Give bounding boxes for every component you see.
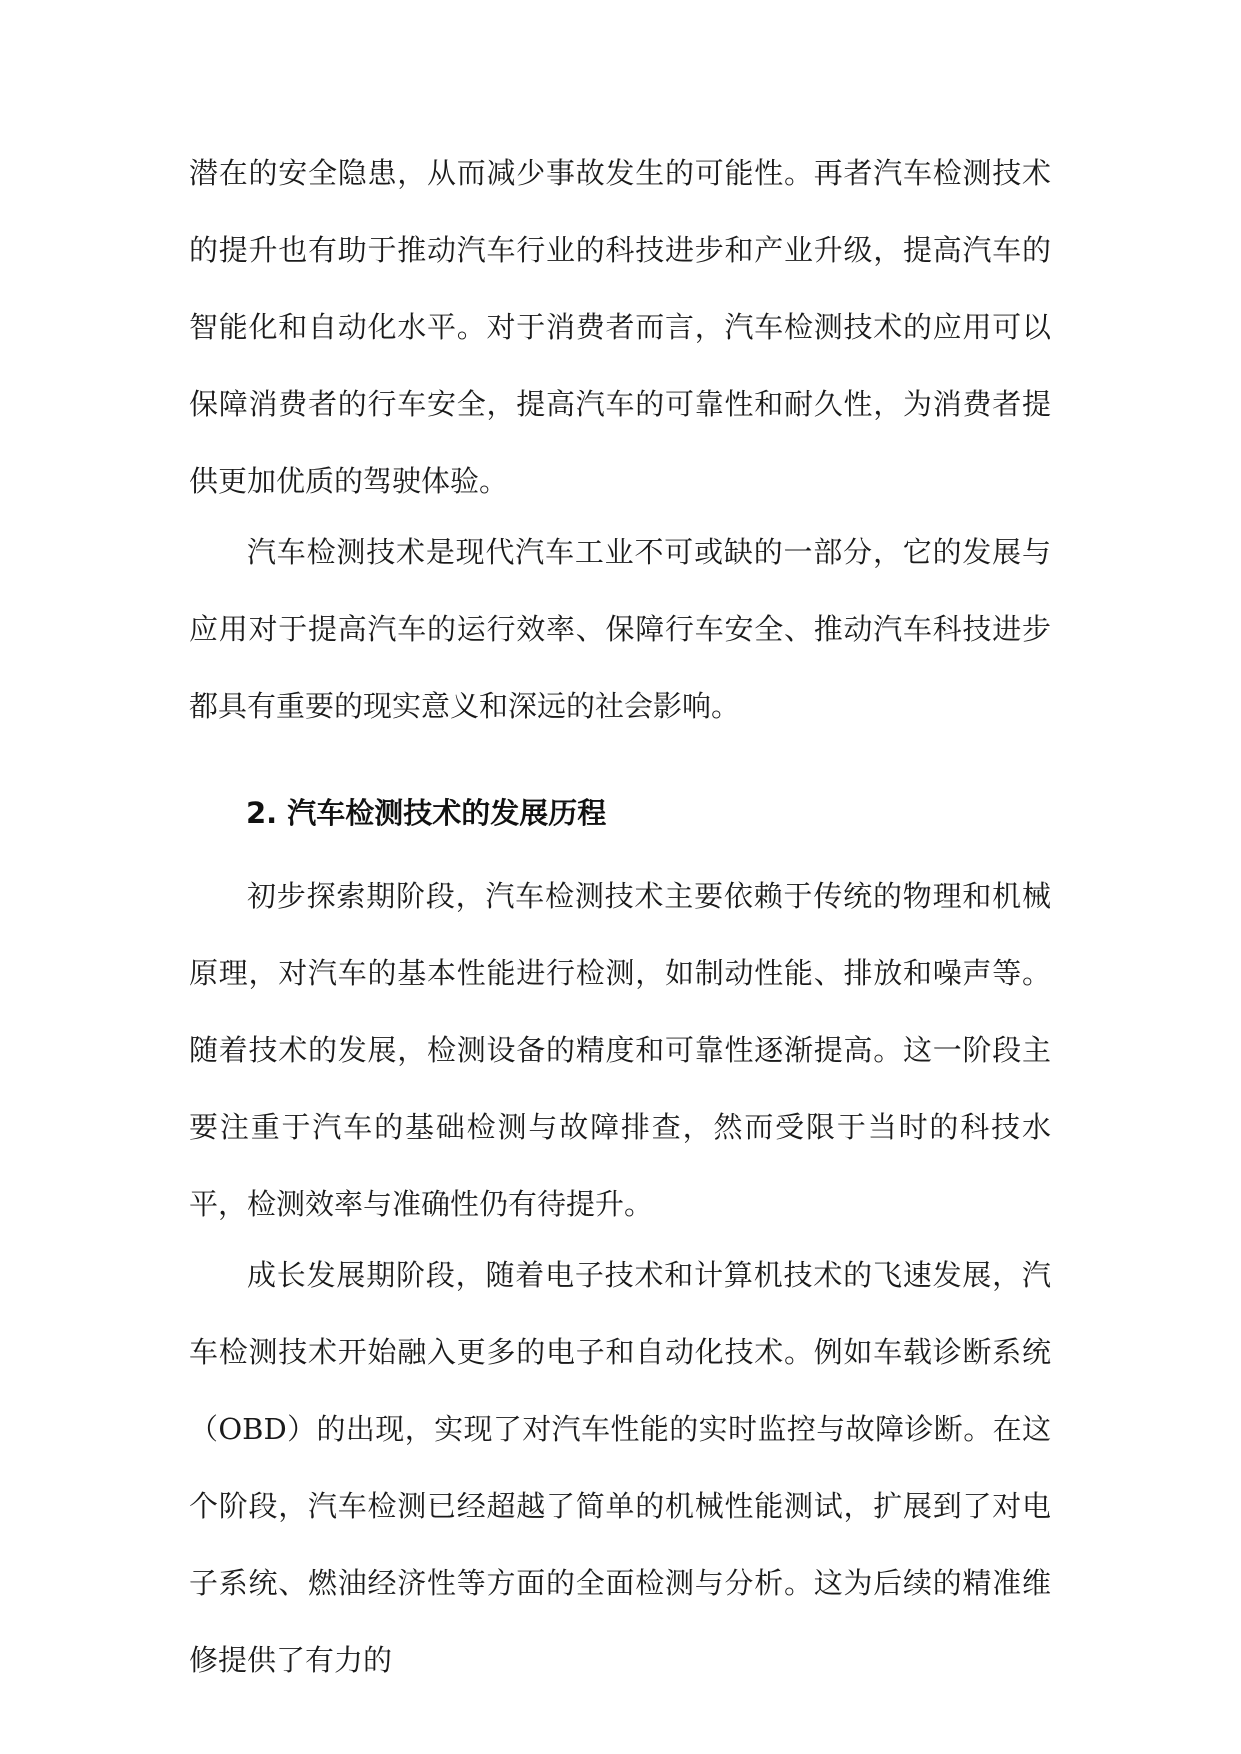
paragraph-initial-exploration: 初步探索期阶段，汽车检测技术主要依赖于传统的物理和机械原理，对汽车的基本性能进行检测，如制动性能、排放和噪声等。随着技术的发展，检测设备的精度和可靠性逐渐提高。这一阶段主要注重于汽车的基础检测与故障排查，然而受限于当时的科技水平，检测效率与准确性仍有待提升。 [189, 879, 1051, 1221]
section-heading: 2. 汽车检测技术的发展历程 [246, 796, 607, 830]
paragraph-growth-development: 成长发展期阶段，随着电子技术和计算机技术的飞速发展，汽车检测技术开始融入更多的电子和自动化技术。例如车载诊断系统（OBD）的出现，实现了对汽车性能的实时监控与故障诊断。在这个阶段，汽车检测已经超越了简单的机械性能测试，扩展到了对电子系统、燃油经济性等方面的全面检测与分析。这为后续的精准维修提供了有力的 [189, 1258, 1051, 1677]
paragraph-safety-benefits: 潜在的安全隐患，从而减少事故发生的可能性。再者汽车检测技术的提升也有助于推动汽车行业的科技进步和产业升级，提高汽车的智能化和自动化水平。对于消费者而言，汽车检测技术的应用可以保障消费者的行车安全，提高汽车的可靠性和耐久性，为消费者提供更加优质的驾驶体验。 [189, 156, 1051, 498]
paragraph-industry-importance: 汽车检测技术是现代汽车工业不可或缺的一部分，它的发展与应用对于提高汽车的运行效率、保障行车安全、推动汽车科技进步都具有重要的现实意义和深远的社会影响。 [189, 535, 1051, 723]
